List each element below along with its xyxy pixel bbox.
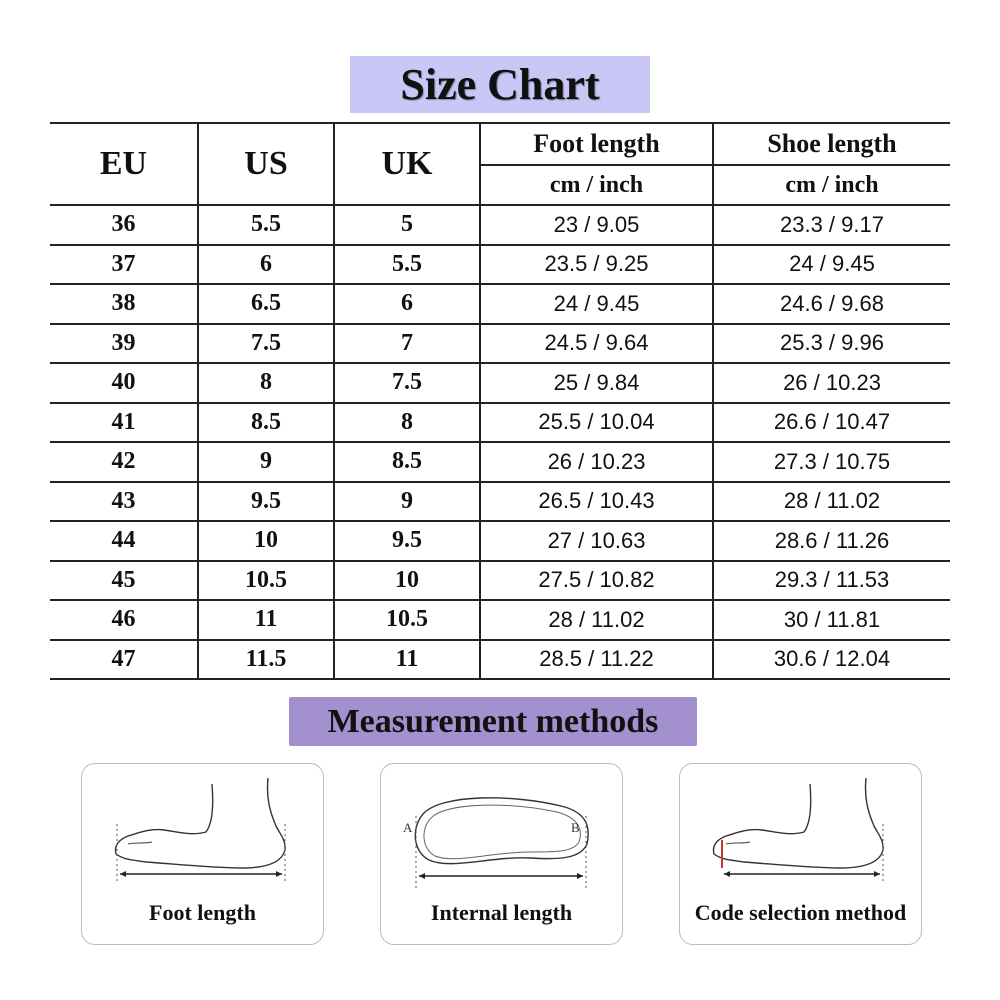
- table-row: [50, 363, 950, 403]
- cell-foot: 27.5 / 10.82: [480, 561, 713, 601]
- header-shoe-length: Shoe length: [713, 123, 950, 165]
- cell-us: 11: [198, 600, 334, 640]
- card-code-selection: [679, 763, 922, 945]
- header-foot-length: Foot length: [480, 123, 713, 165]
- table-row: [50, 245, 950, 285]
- table-row: [50, 403, 950, 443]
- cell-us: 6.5: [198, 284, 334, 324]
- table-row: [50, 442, 950, 482]
- cell-us: 10.5: [198, 561, 334, 601]
- cell-uk: 10: [334, 561, 480, 601]
- cell-eu: 40: [50, 363, 198, 403]
- cell-eu: 47: [50, 640, 198, 680]
- cell-foot: 26.5 / 10.43: [480, 482, 713, 522]
- cell-shoe: 29.3 / 11.53: [713, 561, 950, 601]
- card-foot-length: [81, 763, 324, 945]
- measurement-title: Measurement methods: [327, 702, 659, 740]
- cell-uk: 6: [334, 284, 480, 324]
- cell-foot: 28.5 / 11.22: [480, 640, 713, 680]
- cell-shoe: 28.6 / 11.26: [713, 521, 950, 561]
- header-uk: UK: [334, 123, 480, 205]
- cell-us: 11.5: [198, 640, 334, 680]
- cell-us: 9.5: [198, 482, 334, 522]
- cell-shoe: 27.3 / 10.75: [713, 442, 950, 482]
- table-row: [50, 324, 950, 364]
- table-row: [50, 600, 950, 640]
- header-shoe-unit: cm / inch: [713, 165, 950, 205]
- point-a-label: A: [403, 820, 413, 835]
- size-chart-title-box: [350, 56, 650, 113]
- cell-foot: 24 / 9.45: [480, 284, 713, 324]
- cell-shoe: 28 / 11.02: [713, 482, 950, 522]
- cell-uk: 7.5: [334, 363, 480, 403]
- header-foot-unit: cm / inch: [480, 165, 713, 205]
- table-row: [50, 205, 950, 245]
- cell-eu: 41: [50, 403, 198, 443]
- cell-shoe: 25.3 / 9.96: [713, 324, 950, 364]
- cell-foot: 25 / 9.84: [480, 363, 713, 403]
- table-row: [50, 284, 950, 324]
- cell-foot: 25.5 / 10.04: [480, 403, 713, 443]
- cell-shoe: 30 / 11.81: [713, 600, 950, 640]
- cell-shoe: 23.3 / 9.17: [713, 205, 950, 245]
- cell-eu: 43: [50, 482, 198, 522]
- cell-foot: 23 / 9.05: [480, 205, 713, 245]
- cell-uk: 5.5: [334, 245, 480, 285]
- cell-us: 9: [198, 442, 334, 482]
- cell-shoe: 30.6 / 12.04: [713, 640, 950, 680]
- cell-eu: 46: [50, 600, 198, 640]
- cell-us: 10: [198, 521, 334, 561]
- cell-uk: 9: [334, 482, 480, 522]
- point-b-label: B: [571, 820, 580, 835]
- card-caption-foot-length: Foot length: [149, 900, 256, 925]
- cell-shoe: 26.6 / 10.47: [713, 403, 950, 443]
- cell-uk: 8.5: [334, 442, 480, 482]
- card-caption-internal-length: Internal length: [430, 900, 573, 925]
- cell-foot: 27 / 10.63: [480, 521, 713, 561]
- cell-uk: 9.5: [334, 521, 480, 561]
- cell-shoe: 24 / 9.45: [713, 245, 950, 285]
- cell-us: 6: [198, 245, 334, 285]
- cell-eu: 38: [50, 284, 198, 324]
- page-title: Size Chart: [400, 60, 600, 109]
- cell-foot: 23.5 / 9.25: [480, 245, 713, 285]
- cell-eu: 42: [50, 442, 198, 482]
- cell-uk: 8: [334, 403, 480, 443]
- cell-uk: 7: [334, 324, 480, 364]
- cell-eu: 36: [50, 205, 198, 245]
- measurement-methods-box: [289, 697, 697, 746]
- cell-uk: 5: [334, 205, 480, 245]
- cell-eu: 45: [50, 561, 198, 601]
- card-internal-length: [380, 763, 623, 945]
- table-row: [50, 482, 950, 522]
- cell-us: 7.5: [198, 324, 334, 364]
- cell-us: 8.5: [198, 403, 334, 443]
- cell-us: 8: [198, 363, 334, 403]
- cell-eu: 37: [50, 245, 198, 285]
- cell-uk: 11: [334, 640, 480, 680]
- cell-us: 5.5: [198, 205, 334, 245]
- cell-eu: 39: [50, 324, 198, 364]
- header-eu: EU: [50, 123, 198, 205]
- header-us: US: [198, 123, 334, 205]
- cell-foot: 28 / 11.02: [480, 600, 713, 640]
- size-table: [50, 122, 950, 680]
- card-caption-code-selection: Code selection method: [694, 900, 907, 925]
- table-row: [50, 521, 950, 561]
- cell-shoe: 24.6 / 9.68: [713, 284, 950, 324]
- cell-uk: 10.5: [334, 600, 480, 640]
- cell-foot: 24.5 / 9.64: [480, 324, 713, 364]
- cell-foot: 26 / 10.23: [480, 442, 713, 482]
- table-row: [50, 561, 950, 601]
- cell-shoe: 26 / 10.23: [713, 363, 950, 403]
- table-row: [50, 640, 950, 680]
- cell-eu: 44: [50, 521, 198, 561]
